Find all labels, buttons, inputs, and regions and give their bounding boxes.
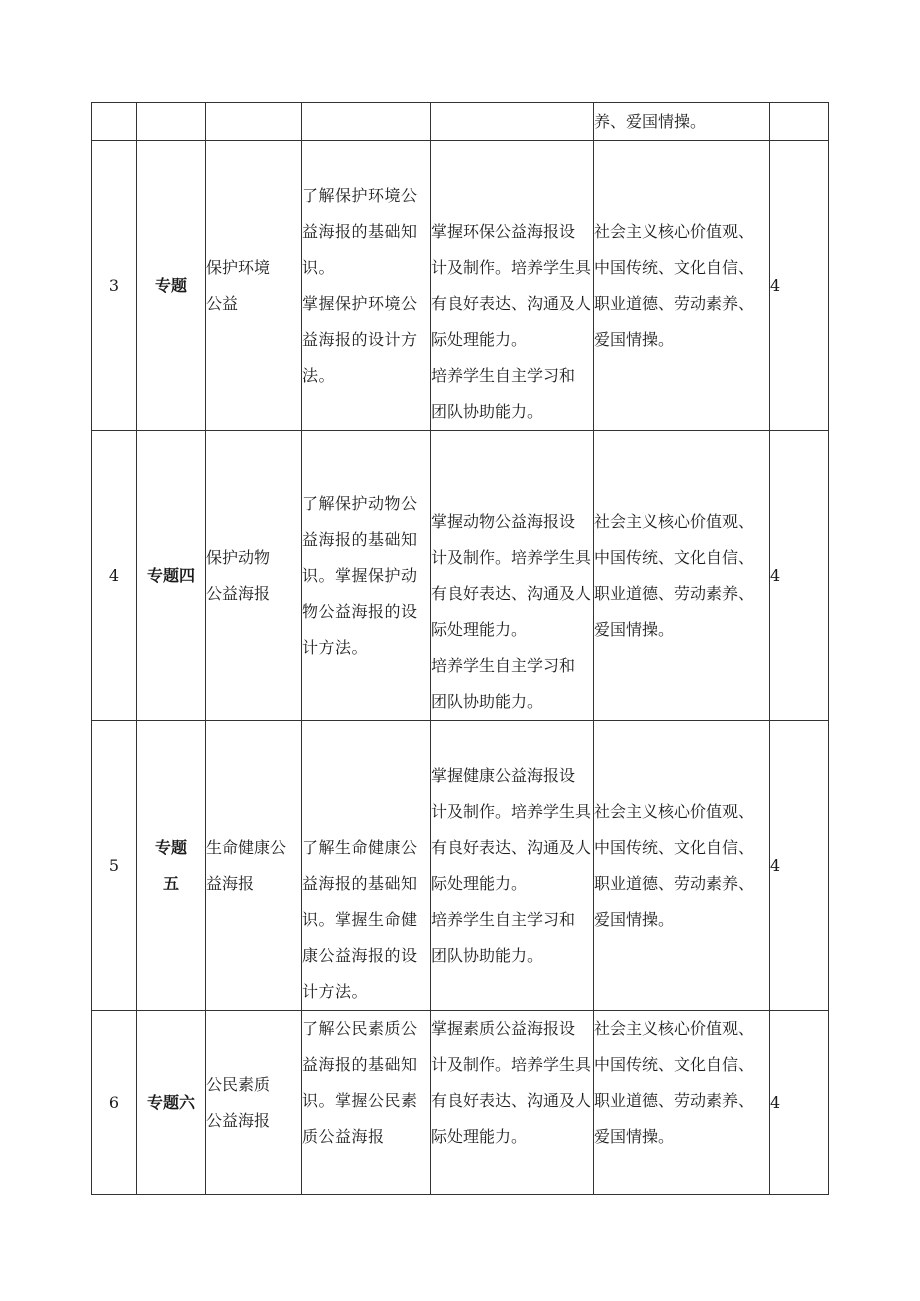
name-cell xyxy=(206,103,302,141)
name-cell xyxy=(206,431,302,721)
hours-cell xyxy=(770,1011,829,1195)
knowledge-text: 了解公民素质公 益海报的基础知 识。掌握公民素 质公益海报 xyxy=(302,1019,418,1146)
values-cell xyxy=(594,141,770,431)
values-text: 社会主义核心价值观、 中国传统、文化自信、 职业道德、劳动素养、 爱国情操。 xyxy=(594,1019,755,1146)
topic-name: 生命健康公 益海报 xyxy=(206,837,287,893)
values-text: 养、爱国情操。 xyxy=(594,112,707,131)
topic-cell xyxy=(137,103,206,141)
hours-cell xyxy=(770,141,829,431)
knowledge-cell xyxy=(302,1011,431,1195)
skills-cell xyxy=(431,103,594,141)
name-cell xyxy=(206,721,302,1011)
values-text: 社会主义核心价值观、 中国传统、文化自信、 职业道德、劳动素养、 爱国情操。 xyxy=(594,221,755,349)
row-number: 5 xyxy=(108,855,120,875)
topic-name: 保护环境 公益 xyxy=(206,257,271,313)
values-cell xyxy=(594,103,770,141)
knowledge-text: 了解保护动物公 益海报的基础知 识。掌握保护动 物公益海报的设 计方法。 xyxy=(302,493,418,657)
name-cell xyxy=(206,1011,302,1195)
topic-label: 专题 xyxy=(154,275,187,295)
topic-cell xyxy=(137,141,206,431)
values-text: 社会主义核心价值观、 中国传统、文化自信、 职业道德、劳动素养、 爱国情操。 xyxy=(594,801,755,929)
knowledge-text: 了解生命健康公 益海报的基础知 识。掌握生命健 康公益海报的设 计方法。 xyxy=(302,838,418,1001)
values-cell xyxy=(594,431,770,721)
topic-name: 保护动物 公益海报 xyxy=(206,547,271,603)
values-cell xyxy=(594,721,770,1011)
skills-cell xyxy=(431,431,594,721)
values-cell xyxy=(594,1011,770,1195)
row-number: 4 xyxy=(108,565,120,585)
topic-label: 专题六 xyxy=(146,1092,195,1112)
hours-cell xyxy=(770,431,829,721)
hours-value: 4 xyxy=(770,275,781,295)
row-number-cell xyxy=(92,721,137,1011)
table-row xyxy=(92,103,829,141)
row-number-cell xyxy=(92,103,137,141)
topic-name: 公民素质 公益海报 xyxy=(206,1074,271,1130)
skills-text: 掌握健康公益海报设 计及制作。培养学生具 有良好表达、沟通及人 际处理能力。 培养学生自主学习和 团队协助能力。 xyxy=(431,765,592,965)
course-topic-table xyxy=(91,102,829,1195)
row-number-cell xyxy=(92,141,137,431)
hours-value: 4 xyxy=(770,1092,781,1112)
hours-value: 4 xyxy=(770,565,781,585)
topic-label: 专题四 xyxy=(146,565,195,585)
name-cell xyxy=(206,141,302,431)
skills-cell xyxy=(431,1011,594,1195)
hours-cell xyxy=(770,721,829,1011)
skills-cell xyxy=(431,141,594,431)
row-number: 3 xyxy=(108,275,120,295)
knowledge-text: 了解保护环境公 益海报的基础知 识。 掌握保护环境公 益海报的设计方 法。 xyxy=(302,185,418,385)
topic-cell xyxy=(137,1011,206,1195)
topic-cell xyxy=(137,431,206,721)
skills-cell xyxy=(431,721,594,1011)
knowledge-cell xyxy=(302,103,431,141)
row-number-cell xyxy=(92,431,137,721)
table-row xyxy=(92,431,829,721)
row-number: 6 xyxy=(108,1092,120,1112)
knowledge-cell xyxy=(302,721,431,1011)
table-row xyxy=(92,1011,829,1195)
values-text: 社会主义核心价值观、 中国传统、文化自信、 职业道德、劳动素养、 爱国情操。 xyxy=(594,511,755,639)
table-row xyxy=(92,141,829,431)
knowledge-cell xyxy=(302,141,431,431)
topic-cell xyxy=(137,721,206,1011)
hours-cell xyxy=(770,103,829,141)
hours-value: 4 xyxy=(770,855,781,875)
skills-text: 掌握素质公益海报设 计及制作。培养学生具 有良好表达、沟通及人 际处理能力。 xyxy=(431,1019,592,1146)
skills-text: 掌握环保公益海报设 计及制作。培养学生具 有良好表达、沟通及人 际处理能力。 培养学生自主学习和 团队协助能力。 xyxy=(431,222,592,421)
table-row xyxy=(92,721,829,1011)
row-number-cell xyxy=(92,1011,137,1195)
knowledge-cell xyxy=(302,431,431,721)
topic-label: 专题 五 xyxy=(154,837,187,893)
skills-text: 掌握动物公益海报设 计及制作。培养学生具 有良好表达、沟通及人 际处理能力。 培养学生自主学习和 团队协助能力。 xyxy=(431,512,592,711)
